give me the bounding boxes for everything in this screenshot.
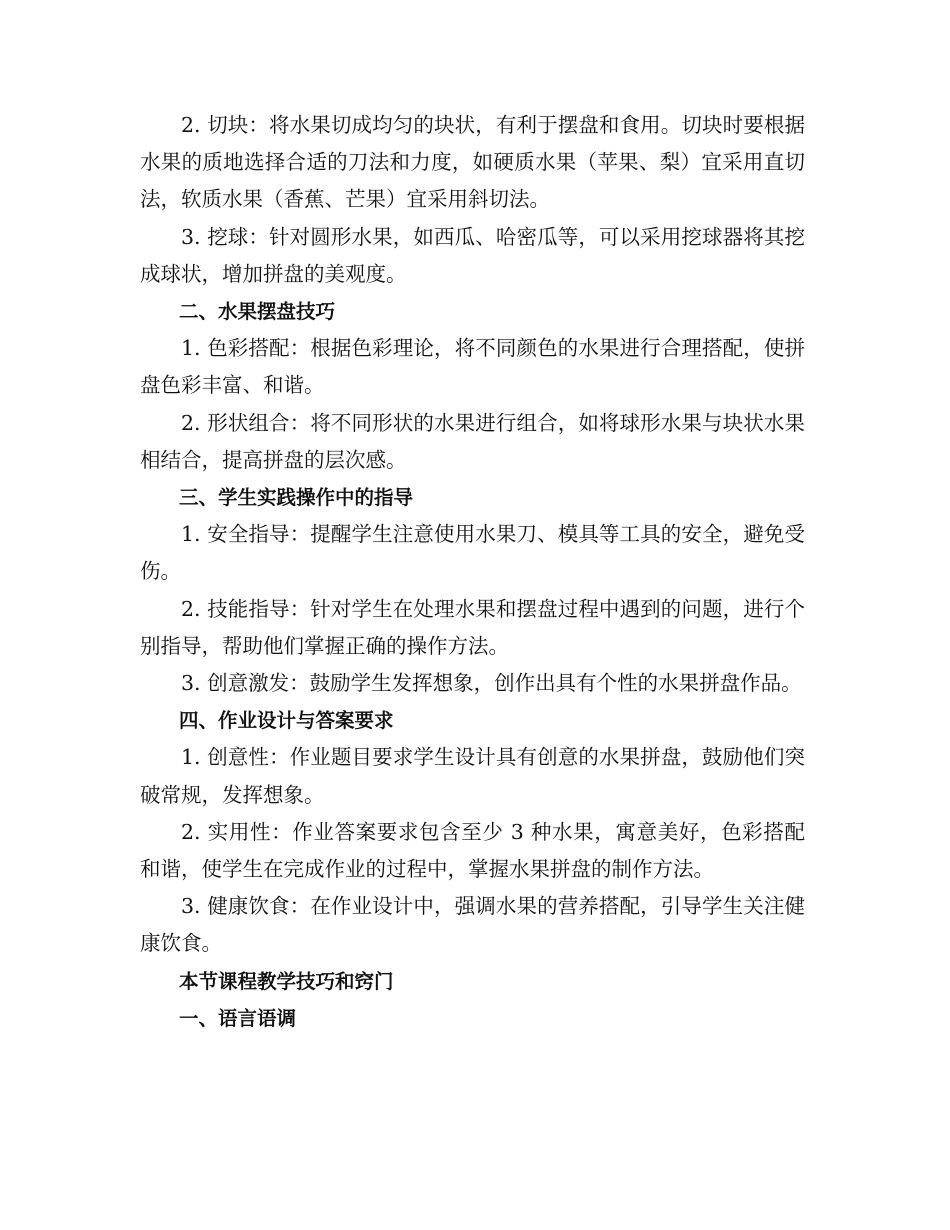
paragraph-creativity-inspiration: 3. 创意激发：鼓励学生发挥想象，创作出具有个性的水果拼盘作品。	[181, 671, 802, 696]
section-heading-plating-techniques: 二、水果摆盘技巧	[179, 300, 336, 324]
paragraph-practicality: 2. 实用性：作业答案要求包含至少 3 种水果，寓意美好，色彩搭配和谐，使学生在完成作业的过程中，掌握水果拼盘的制作方法。	[140, 819, 805, 882]
paragraph-scooping-balls: 3. 挖球：针对圆形水果，如西瓜、哈密瓜等，可以采用挖球器将其挖成球状，增加拼盘的美观度。	[140, 224, 805, 286]
section-heading-language-tone: 一、语言语调	[179, 1006, 297, 1030]
paragraph-skill-guidance: 2. 技能指导：针对学生在处理水果和摆盘过程中遇到的问题，进行个别指导，帮助他们掌握正确的操作方法。	[140, 596, 805, 658]
section-heading-teaching-tips: 本节课程教学技巧和窍门	[179, 969, 394, 993]
paragraph-cutting-blocks: 2. 切块：将水果切成均匀的块状，有利于摆盘和食用。切块时要根据水果的质地选择合适的刀法和力度，如硬质水果（苹果、梨）宜采用直切法，软质水果（香蕉、芒果）宜采用斜切法。	[140, 113, 805, 212]
paragraph-creativity: 1. 创意性：作业题目要求学生设计具有创意的水果拼盘，鼓励他们突破常规，发挥想象。	[140, 745, 805, 807]
section-heading-practice-guidance: 三、学生实践操作中的指导	[179, 486, 414, 510]
document-body	[140, 107, 805, 1037]
paragraph-safety-guidance: 1. 安全指导：提醒学生注意使用水果刀、模具等工具的安全，避免受伤。	[140, 522, 805, 584]
paragraph-shape-combination: 2. 形状组合：将不同形状的水果进行组合，如将球形水果与块状水果相结合，提高拼盘的层次感。	[140, 410, 805, 472]
section-heading-homework-design: 四、作业设计与答案要求	[179, 709, 394, 733]
paragraph-healthy-eating: 3. 健康饮食：在作业设计中，强调水果的营养搭配，引导学生关注健康饮食。	[140, 894, 805, 956]
paragraph-color-matching: 1. 色彩搭配：根据色彩理论，将不同颜色的水果进行合理搭配，使拼盘色彩丰富、和谐。	[140, 336, 805, 398]
